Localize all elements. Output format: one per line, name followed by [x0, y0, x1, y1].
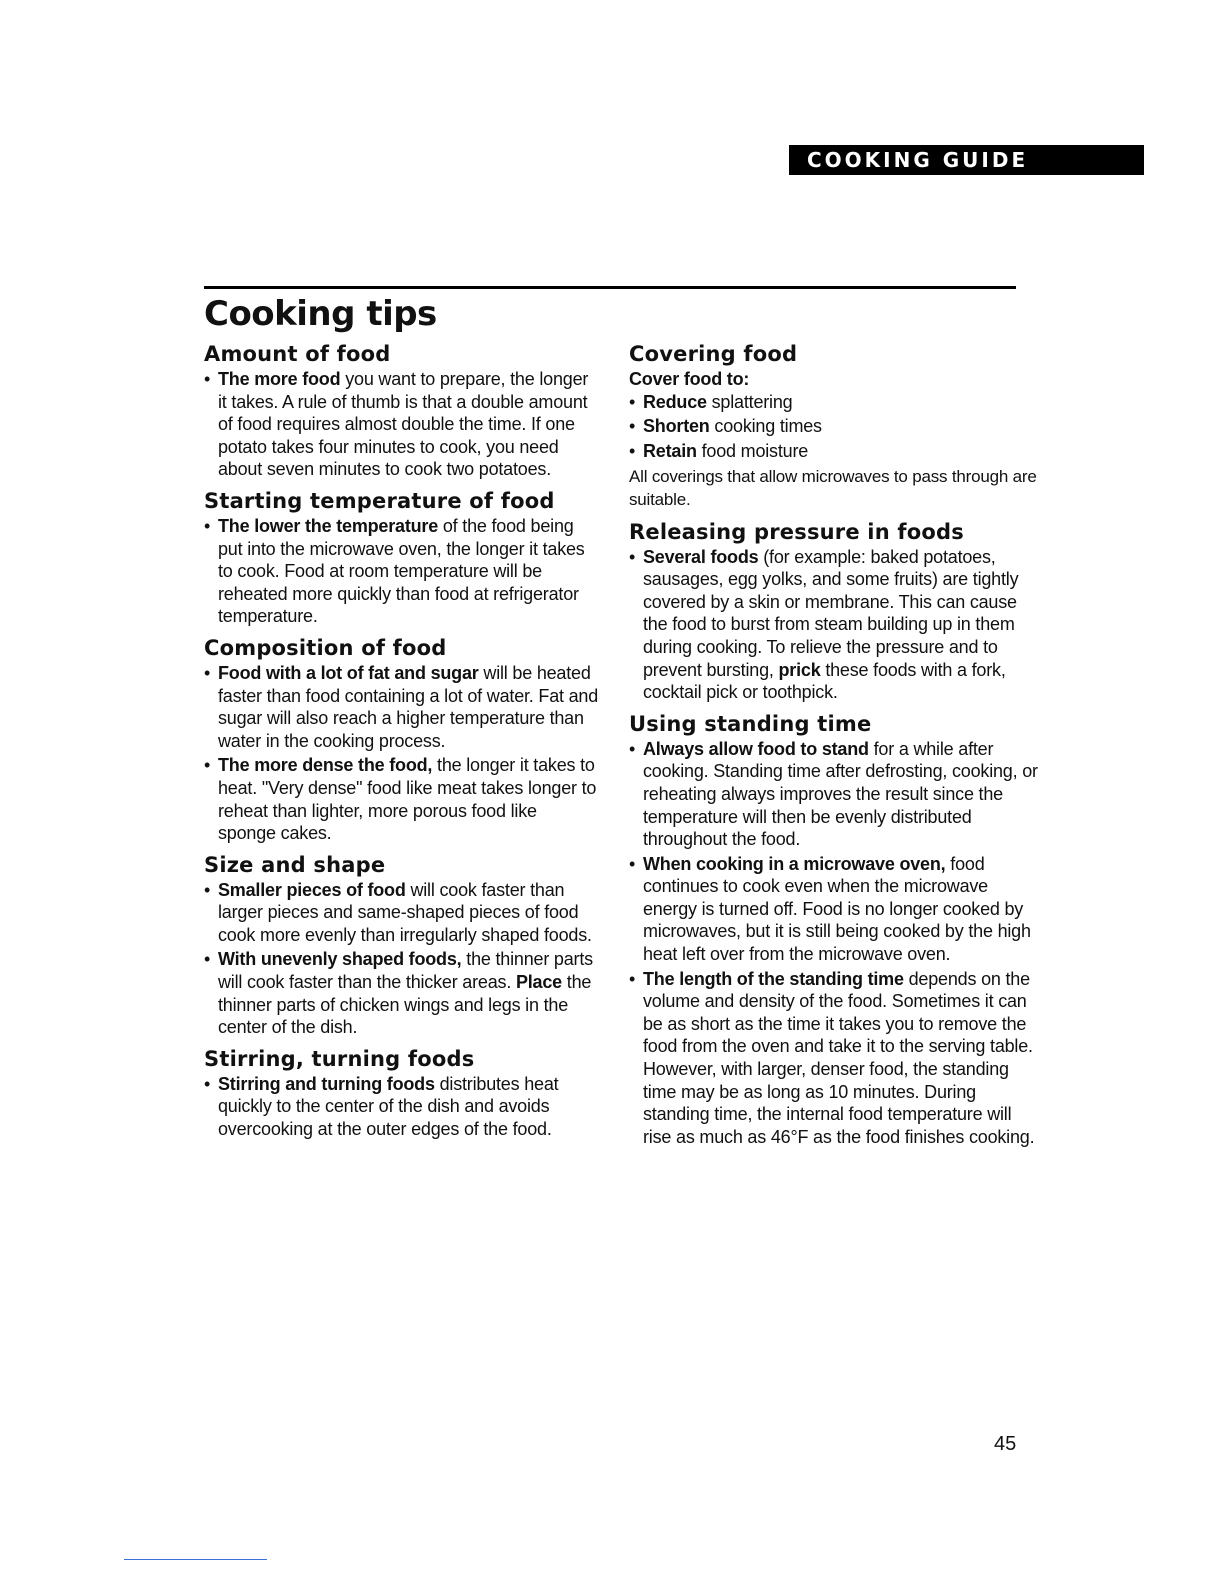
- section-size-and-shape: [204, 851, 599, 1039]
- bullet-icon: •: [204, 662, 211, 683]
- covering-intro: Cover food to:: [629, 369, 750, 389]
- bullet-icon: •: [204, 1073, 211, 1094]
- bullet-text: these foods with a fork, cocktail pick or toothpick.: [643, 659, 1006, 703]
- bullet-text: cooking times: [709, 416, 822, 437]
- bullet-text: will cook faster than larger pieces and same-shaped pieces of food cook more evenly than irregularly shaped foods.: [218, 879, 592, 945]
- bullet-item: [629, 968, 1041, 1149]
- bullet-text: splattering: [706, 391, 793, 412]
- section-heading: Amount of food: [204, 342, 391, 366]
- bullet-item: [204, 948, 599, 1038]
- bullet-text: you want to prepare, the longer it takes. A rule of thumb is that a double amount of food requires almost double the time. If one potato takes four minutes to cook, you need about seven minutes to cook two potatoes.: [218, 369, 589, 480]
- bullet-lead: Shorten: [643, 416, 710, 437]
- title-rule: [204, 286, 1016, 289]
- bullet-icon: •: [204, 879, 211, 900]
- section-releasing-pressure: [629, 518, 1041, 704]
- bullet-item: [629, 853, 1041, 966]
- bullet-lead: With unevenly shaped foods,: [218, 949, 462, 970]
- section-heading: Size and shape: [204, 852, 386, 877]
- bullet-lead: Place: [515, 972, 562, 993]
- bullet-lead: Several foods: [643, 546, 759, 567]
- section-heading: Composition of food: [204, 635, 447, 660]
- bullet-lead: prick: [778, 659, 821, 680]
- bullet-item: [629, 440, 1041, 463]
- bullet-icon: •: [204, 369, 211, 389]
- bullet-icon: •: [629, 440, 636, 461]
- bullet-text: of the food being put into the microwave oven, the longer it takes to cook. Food at room temperature will be reheated more quickly than food at refrigerator temperature.: [218, 515, 585, 627]
- section-heading: Using standing time: [629, 711, 872, 736]
- bullet-lead: Reduce: [643, 391, 707, 412]
- bullet-text: depends on the volume and density of the food. Sometimes it can be as short as the time it takes you to remove the food from the oven and take it to the serving table. However, with larger, denser food, the standing time may be as long as 10 minutes. During standing time, the internal food temperature will rise as much as 46°F as the food finishes cooking.: [643, 968, 1035, 1147]
- bullet-text: the thinner parts will cook faster than the thicker areas.: [218, 949, 593, 993]
- section-stirring-turning: [204, 1045, 599, 1141]
- page-title: Cooking tips: [204, 294, 437, 334]
- bullet-icon: •: [629, 738, 636, 759]
- bullet-item: [629, 391, 1041, 414]
- bullet-text: distributes heat quickly to the center of the dish and avoids overcooking at the outer edges of the food.: [218, 1073, 559, 1140]
- bullet-lead: The more food: [218, 369, 341, 389]
- bullet-lead: Always allow food to stand: [643, 738, 869, 759]
- footer-rule: [124, 1559, 267, 1560]
- bullet-text: the longer it takes to heat. "Very dense" food like meat takes longer to reheat than lighter, more porous food like sponge cakes.: [218, 755, 597, 844]
- bullet-item: [629, 546, 1041, 704]
- bullet-text: (for example: baked potatoes, sausages, egg yolks, and some fruits) are tightly covered by a skin or membrane. This can cause the food to burst from steam building up in them during cooking. To relieve the pressure and to prevent bursting,: [643, 546, 1019, 680]
- bullet-icon: •: [629, 391, 636, 412]
- section-amount-of-food: [204, 340, 599, 481]
- section-composition: [204, 634, 599, 845]
- bullet-item: [204, 754, 599, 844]
- section-heading: Releasing pressure in foods: [629, 519, 964, 544]
- section-heading: Starting temperature of food: [204, 488, 555, 513]
- section-banner: COOKING GUIDE: [789, 145, 1144, 175]
- bullet-item: [629, 415, 1041, 438]
- bullet-text: will be heated faster than food containing a lot of water. Fat and sugar will also reach a higher temperature than water in the cooking process.: [218, 662, 599, 751]
- bullet-item: [204, 368, 599, 481]
- bullet-lead: The lower the temperature: [218, 515, 439, 536]
- bullet-icon: •: [629, 546, 636, 567]
- section-covering-food: [629, 340, 1041, 512]
- bullet-icon: •: [204, 949, 211, 970]
- bullet-item: [204, 1073, 599, 1141]
- bullet-icon: •: [629, 853, 636, 874]
- bullet-icon: •: [204, 755, 211, 776]
- bullet-item: [204, 879, 599, 947]
- bullet-text: food continues to cook even when the microwave energy is turned off. Food is no longer cooked by microwaves, but it is still being cooked by the high heat left over from the microwave oven.: [643, 853, 1031, 965]
- bullet-lead: Retain: [643, 440, 697, 461]
- bullet-item: [204, 662, 599, 752]
- covering-note: All coverings that allow microwaves to pass through are suitable.: [629, 467, 1037, 509]
- section-heading: Covering food: [629, 342, 798, 366]
- bullet-text: for a while after cooking. Standing time after defrosting, cooking, or reheating always improves the result since the temperature will then be evenly distributed throughout the food.: [643, 738, 1038, 850]
- bullet-icon: •: [204, 515, 211, 536]
- bullet-icon: •: [629, 968, 636, 989]
- bullet-item: [204, 515, 599, 628]
- bullet-icon: •: [629, 416, 636, 437]
- bullet-lead: The length of the standing time: [643, 968, 904, 989]
- bullet-lead: The more dense the food,: [218, 755, 433, 776]
- bullet-item: [629, 738, 1041, 851]
- page-number: 45: [994, 1433, 1017, 1455]
- bullet-text: the thinner parts of chicken wings and legs in the center of the dish.: [218, 972, 592, 1038]
- section-starting-temperature: [204, 487, 599, 628]
- right-column: [629, 340, 1041, 1154]
- bullet-lead: When cooking in a microwave oven,: [643, 853, 946, 874]
- bullet-lead: Smaller pieces of food: [218, 879, 406, 900]
- bullet-text: food moisture: [696, 440, 809, 461]
- bullet-lead: Food with a lot of fat and sugar: [218, 662, 479, 683]
- section-standing-time: [629, 710, 1041, 1149]
- left-column: [204, 340, 599, 1147]
- bullet-lead: Stirring and turning foods: [218, 1073, 435, 1094]
- section-heading: Stirring, turning foods: [204, 1046, 475, 1071]
